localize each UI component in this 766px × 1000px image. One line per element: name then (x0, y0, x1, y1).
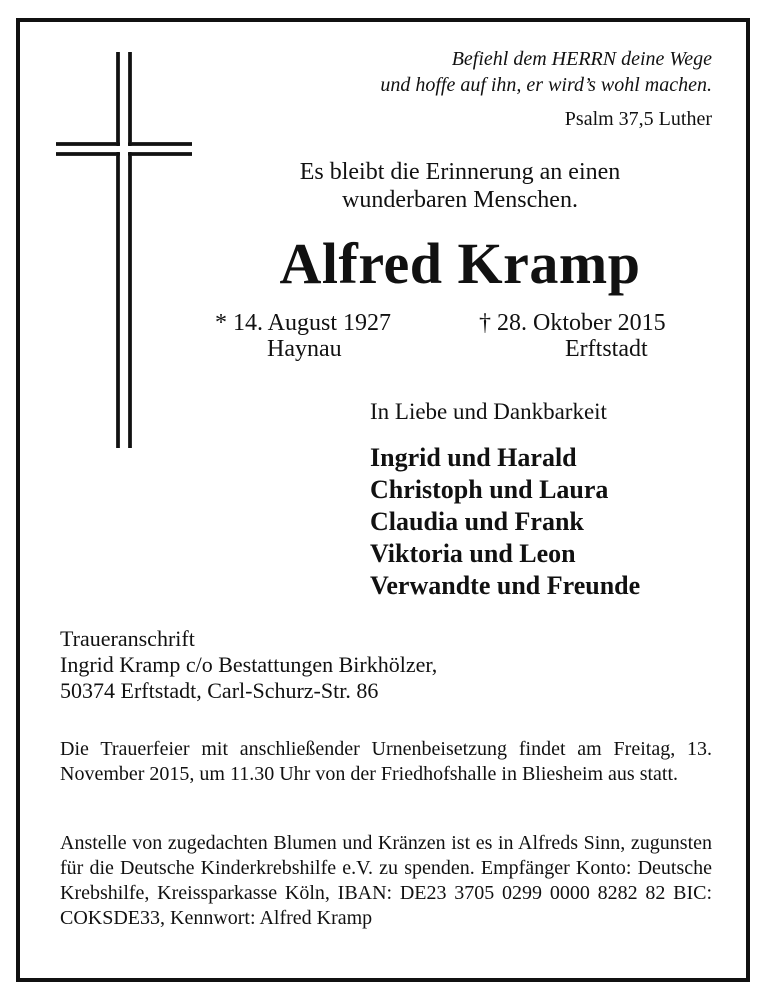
address-line-1: Ingrid Kramp c/o Bestattungen Birkhölzer, (60, 652, 438, 677)
death-place: Erftstadt (565, 336, 648, 362)
mourners-list (370, 442, 640, 602)
address-line-2: 50374 Erftstadt, Carl-Schurz-Str. 86 (60, 678, 379, 703)
deceased-name: Alfred Kramp (279, 231, 641, 296)
donation-notice: Anstelle von zugedachten Blumen und Kränzen ist es in Alfreds Sinn, zugunsten für die Deutsche Kinderkrebshilfe e.V. zu spenden. Empfänger Konto: Deutsche Krebshilfe, Kreissparkasse Köln, IBAN: DE23 3705 0299 0000 8282 82 BIC: COKSDE33, Kennwort: Alfred Kramp (60, 832, 712, 929)
birth-date: * 14. August 1927 (215, 310, 392, 336)
ceremony-notice: Die Trauerfeier mit anschließender Urnenbeisetzung findet am Freitag, 13. November 2015, um 11.30 Uhr von der Friedhofshalle in Bliesheim aus statt. (60, 738, 712, 785)
memory-line-1: Es bleibt die Erinnerung an einen (299, 159, 621, 185)
mourner-name: Viktoria und Leon (370, 539, 576, 568)
bible-quote (380, 46, 712, 98)
mourners-intro: In Liebe und Dankbarkeit (370, 399, 607, 424)
mourner-name: Claudia und Frank (370, 507, 584, 536)
mourner-name: Christoph und Laura (370, 475, 609, 504)
mourner-name: Ingrid und Harald (370, 443, 577, 472)
quote-line-2: und hoffe auf ihn, er wird’s wohl machen. (380, 74, 712, 96)
cross-icon (56, 52, 192, 448)
mourning-address (60, 626, 437, 704)
quote-source: Psalm 37,5 Luther (564, 108, 712, 130)
memory-text (250, 158, 670, 214)
address-label: Traueranschrift (60, 626, 195, 651)
birth-place: Haynau (267, 336, 342, 362)
quote-line-1: Befiehl dem HERRN deine Wege (451, 48, 712, 70)
mourner-name: Verwandte und Freunde (370, 571, 641, 600)
death-date: † 28. Oktober 2015 (479, 310, 666, 336)
memory-line-2: wunderbaren Menschen. (342, 187, 578, 213)
